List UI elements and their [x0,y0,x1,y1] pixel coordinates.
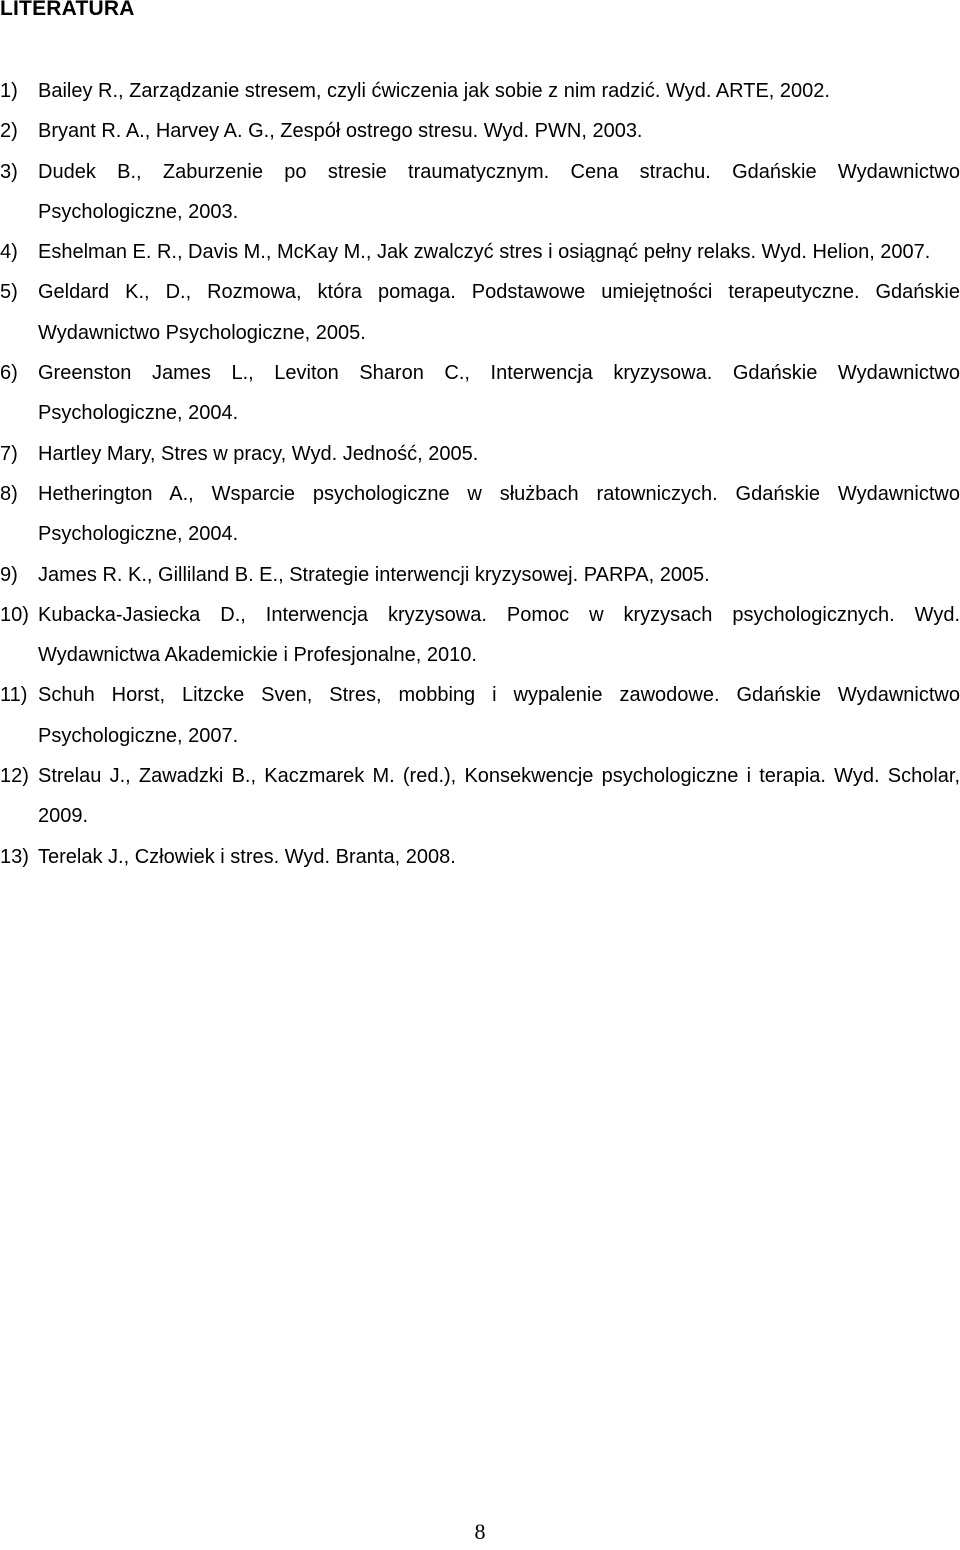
reference-item [0,555,960,595]
reference-number: 1) [0,80,18,102]
reference-text: Eshelman E. R., Davis M., McKay M., Jak zwalczyć stres i osiągnąć pełny relaks. Wyd. Helion, 2007. [38,241,931,264]
reference-item [0,474,960,555]
reference-item [0,152,960,233]
reference-text: Schuh Horst, Litzcke Sven, Stres, mobbing i wypalenie zawodowe. Gdańskie Wydawnictwo Psychologiczne, 2007. [38,684,960,747]
reference-text: James R. K., Gilliland B. E., Strategie interwencji kryzysowej. PARPA, 2005. [38,563,710,586]
reference-number: 9) [0,563,18,586]
reference-item [0,111,960,151]
reference-number: 13) [0,845,29,868]
reference-number: 12) [0,765,29,788]
reference-text: Strelau J., Zawadzki B., Kaczmarek M. (red.), Konsekwencje psychologiczne i terapia. Wyd. Scholar, 2009. [38,765,960,828]
page-heading: LITERATURA [0,0,135,20]
reference-item [0,272,960,353]
reference-item [0,675,960,756]
reference-number: 8) [0,482,18,505]
reference-number: 7) [0,442,18,465]
reference-text: Terelak J., Człowiek i stres. Wyd. Branta, 2008. [38,845,456,868]
reference-text: Geldard K., D., Rozmowa, która pomaga. Podstawowe umiejętności terapeutyczne. Gdańskie Wydawnictwo Psychologiczne, 2005. [38,281,960,344]
reference-number: 5) [0,281,18,304]
reference-number: 6) [0,362,18,385]
reference-number: 10) [0,603,29,626]
reference-number: 2) [0,120,18,143]
reference-number: 11) [0,684,28,707]
reference-item [0,71,960,111]
reference-item [0,756,960,837]
reference-item [0,353,960,434]
reference-item [0,837,960,877]
page-number: 8 [474,1519,486,1544]
reference-text: Hartley Mary, Stres w pracy, Wyd. Jedność, 2005. [38,442,479,465]
reference-text: Hetherington A., Wsparcie psychologiczne w służbach ratowniczych. Gdańskie Wydawnictwo Psychologiczne, 2004. [38,482,960,546]
reference-list [0,71,960,877]
reference-item [0,595,960,676]
reference-text: Dudek B., Zaburzenie po stresie traumatycznym. Cena strachu. Gdańskie Wydawnictwo Psychologiczne, 2003. [38,160,960,223]
reference-item [0,232,960,272]
reference-number: 3) [0,160,18,183]
reference-number: 4) [0,241,18,264]
reference-text: Bailey R., Zarządzanie stresem, czyli ćwiczenia jak sobie z nim radzić. Wyd. ARTE, 2002. [38,80,830,102]
reference-text: Greenston James L., Leviton Sharon C., Interwencja kryzysowa. Gdańskie Wydawnictwo Psychologiczne, 2004. [38,362,960,425]
reference-text: Bryant R. A., Harvey A. G., Zespół ostrego stresu. Wyd. PWN, 2003. [38,120,643,143]
reference-text: Kubacka-Jasiecka D., Interwencja kryzysowa. Pomoc w kryzysach psychologicznych. Wyd. Wydawnictwa Akademickie i Profesjonalne, 2010. [38,603,960,667]
reference-item [0,434,960,474]
